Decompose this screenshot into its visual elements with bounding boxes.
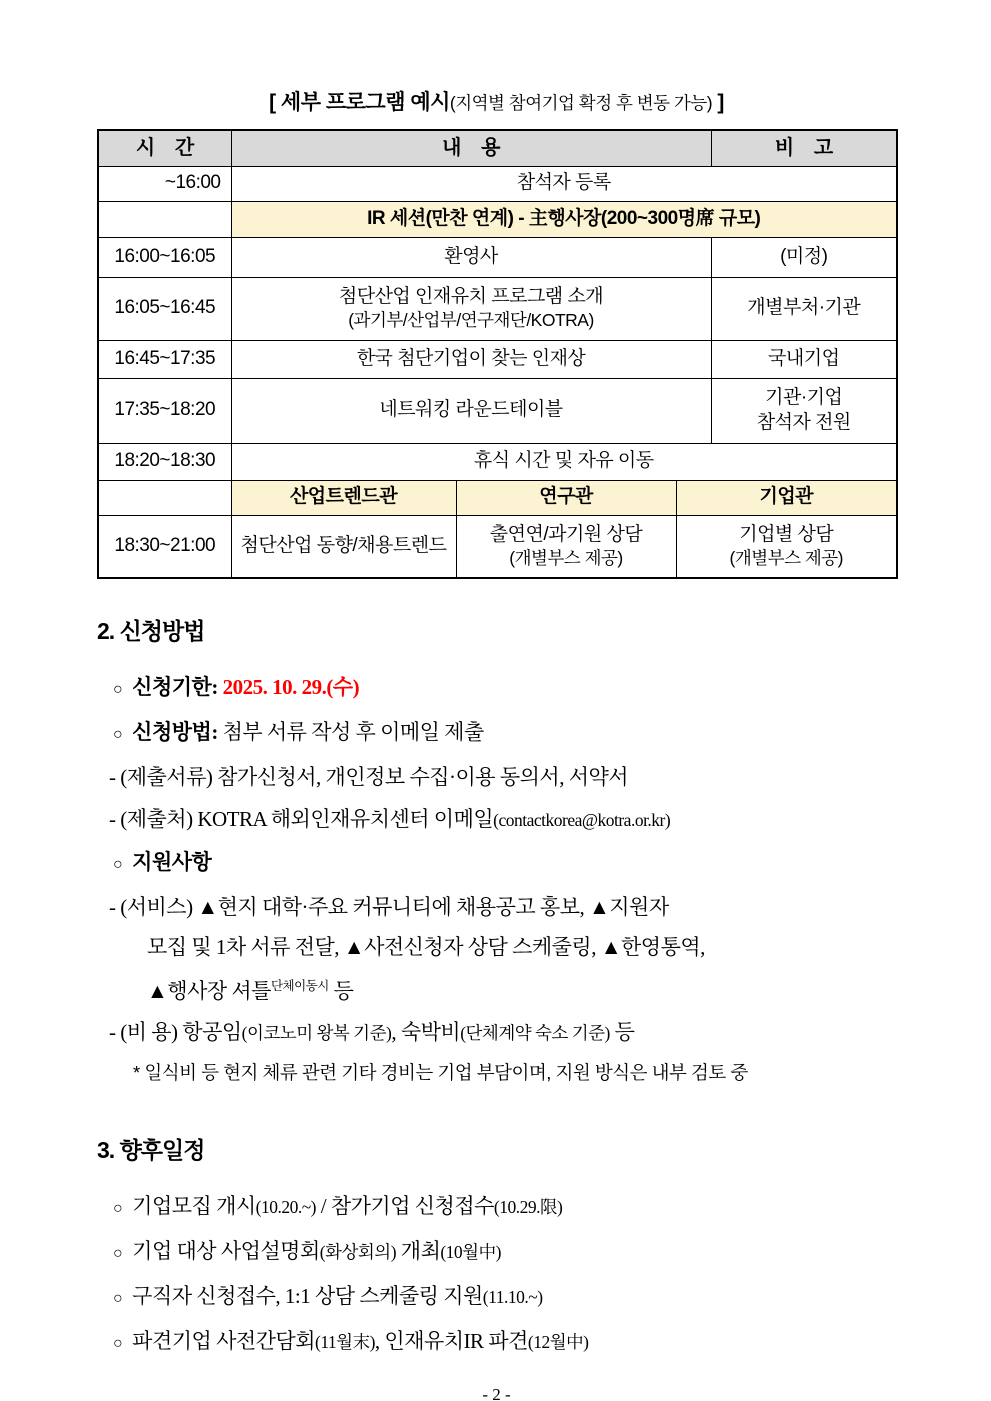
text-line [97,666,896,711]
cell-note: 국내기업 [711,340,897,378]
cell-content: 환영사 [231,237,711,277]
text-segment: 단체이동시 [270,979,329,993]
text-segment: 신청기한: [132,675,223,699]
text-segment: 모집 및 1차 서류 전달, ▲사전신청자 상담 스케줄링, ▲한영통역, [147,935,705,959]
table-row [98,515,897,578]
cell-note: 개별부처·기관 [711,277,897,340]
cell-note [711,378,897,443]
bullet-marker: ○ [113,681,123,698]
content-line: (과기부/산업부/연구재단/KOTRA) [348,310,594,331]
text-line [97,841,896,886]
cell-time: 18:20~18:30 [98,443,231,480]
bullet-marker: ○ [113,856,123,873]
text-segment: 첨부 서류 작성 후 이메일 제출 [222,720,484,744]
cell-ir-session: IR 세션(만찬 연계) - 主행사장(200~300명席 규모) [231,201,897,237]
cell-hall-industry: 산업트렌드관 [231,480,456,515]
cell-content [231,277,711,340]
table-row [98,340,897,378]
text-segment: 2025. 10. 29.(수) [222,675,360,699]
text-segment: 파견기업 사전간담회 [132,1329,315,1353]
text-line [97,1185,896,1230]
text-segment: (이코노미 왕복 기준) [241,1023,392,1043]
text-line [97,928,896,967]
text-segment: - (제출서류) 참가신청서, 개인정보 수집·이용 동의서, 서약서 [109,765,629,789]
text-line [97,1275,896,1320]
table-row [98,443,897,480]
cell-content: 휴식 시간 및 자유 이동 [231,443,897,480]
text-segment: - (서비스) ▲현지 대학·주요 커뮤니티에 채용공고 홍보, ▲지원자 [109,895,669,919]
text-segment: - (비 용) 항공임 [109,1020,242,1044]
text-segment: (11.10.~) [482,1287,543,1307]
section-3-heading: 3. 향후일정 [97,1137,205,1163]
cell-time: 16:05~16:45 [98,277,231,340]
text-segment: ] [712,91,724,114]
cell-content: 참석자 등록 [231,166,897,201]
text-segment: 기업 대상 사업설명회 [132,1239,320,1263]
note-line: 기관·기업 [765,386,843,408]
cell-session-industry: 첨단산업 동향/채용트렌드 [231,515,456,578]
text-line [97,756,896,798]
text-segment: (10.29.限) [493,1197,563,1217]
cell-time: 16:45~17:35 [98,340,231,378]
cell-hall-company: 기업관 [676,480,897,515]
cell-hall-research: 연구관 [456,480,676,515]
text-segment: (단체계약 숙소 기준) [460,1023,610,1043]
table-caption [97,86,896,116]
bullet-marker: ○ [113,1335,123,1352]
text-segment: - (제출처) KOTRA 해외인재유치센터 이메일 [109,807,494,831]
text-segment: [ 세부 프로그램 예시 [269,91,450,114]
program-table [97,129,898,579]
table-row [98,166,897,201]
text-segment: * 일식비 등 현지 체류 관련 기타 경비는 기업 부담이며, 지원 방식은 내부 검토 중 [133,1062,748,1083]
table-row [98,201,897,237]
table-row [98,277,897,340]
section-2-body [97,666,896,1092]
header-content: 내 용 [231,130,711,166]
table-row [98,480,897,515]
text-segment: , 숙박비 [391,1020,461,1044]
cell-note: (미정) [711,237,897,277]
cell-time: ~16:00 [98,166,231,201]
cell-time: 17:35~18:20 [98,378,231,443]
section-2-heading: 2. 신청방법 [97,618,205,644]
text-line [97,886,896,928]
text-segment: ▲행사장 셔틀 [147,979,271,1003]
session-line: (개별부스 제공) [729,548,843,569]
table-row [98,378,897,443]
section-3-body [97,1185,896,1365]
text-segment: 등 [609,1020,635,1044]
session-line: 출연연/과기원 상담 [489,523,643,545]
cell-time [98,480,231,515]
session-line: (개별부스 제공) [509,548,623,569]
cell-time: 18:30~21:00 [98,515,231,578]
header-time: 시 간 [98,130,231,166]
cell-content: 네트워킹 라운드테이블 [231,378,711,443]
text-segment: 신청방법: [132,720,223,744]
text-segment: (10.20.~) [255,1197,317,1217]
text-segment: (12월中) [527,1332,589,1352]
text-segment: (contactkorea@kotra.or.kr) [493,810,671,830]
text-segment: / 참가기업 신청접수 [316,1194,494,1218]
cell-session-research [456,515,676,578]
cell-session-company [676,515,897,578]
note-line: 참석자 전원 [756,411,851,433]
text-segment: (10월中) [440,1242,501,1262]
text-segment: 구직자 신청접수, 1:1 상담 스케줄링 지원 [132,1284,483,1308]
text-line [97,1320,896,1365]
text-line [97,1230,896,1275]
table-header-row [98,130,897,166]
text-line [97,1054,896,1092]
cell-content: 한국 첨단기업이 찾는 인재상 [231,340,711,378]
session-line: 기업별 상담 [739,523,834,545]
text-segment: (11월末) [315,1332,375,1352]
text-segment: (화상회의) [319,1242,397,1262]
text-segment: (지역별 참여기업 확정 후 변동 가능) [449,93,713,113]
text-segment: 등 [328,979,354,1003]
bullet-marker: ○ [113,1290,123,1307]
table-row [98,237,897,277]
bullet-marker: ○ [113,726,123,743]
text-segment: , 인재유치IR 파견 [374,1329,528,1353]
content-line: 첨단산업 인재유치 프로그램 소개 [338,285,604,307]
text-line [97,967,896,1011]
page-number: - 2 - [482,1385,511,1401]
text-segment: 개최 [396,1239,441,1263]
text-segment: 기업모집 개시 [132,1194,256,1218]
bullet-marker: ○ [113,1245,123,1262]
text-line [97,1011,896,1054]
cell-time [98,201,231,237]
text-line [97,798,896,841]
text-line [97,711,896,756]
header-note: 비 고 [711,130,897,166]
bullet-marker: ○ [113,1200,123,1217]
cell-time: 16:00~16:05 [98,237,231,277]
text-segment: 지원사항 [132,850,212,874]
